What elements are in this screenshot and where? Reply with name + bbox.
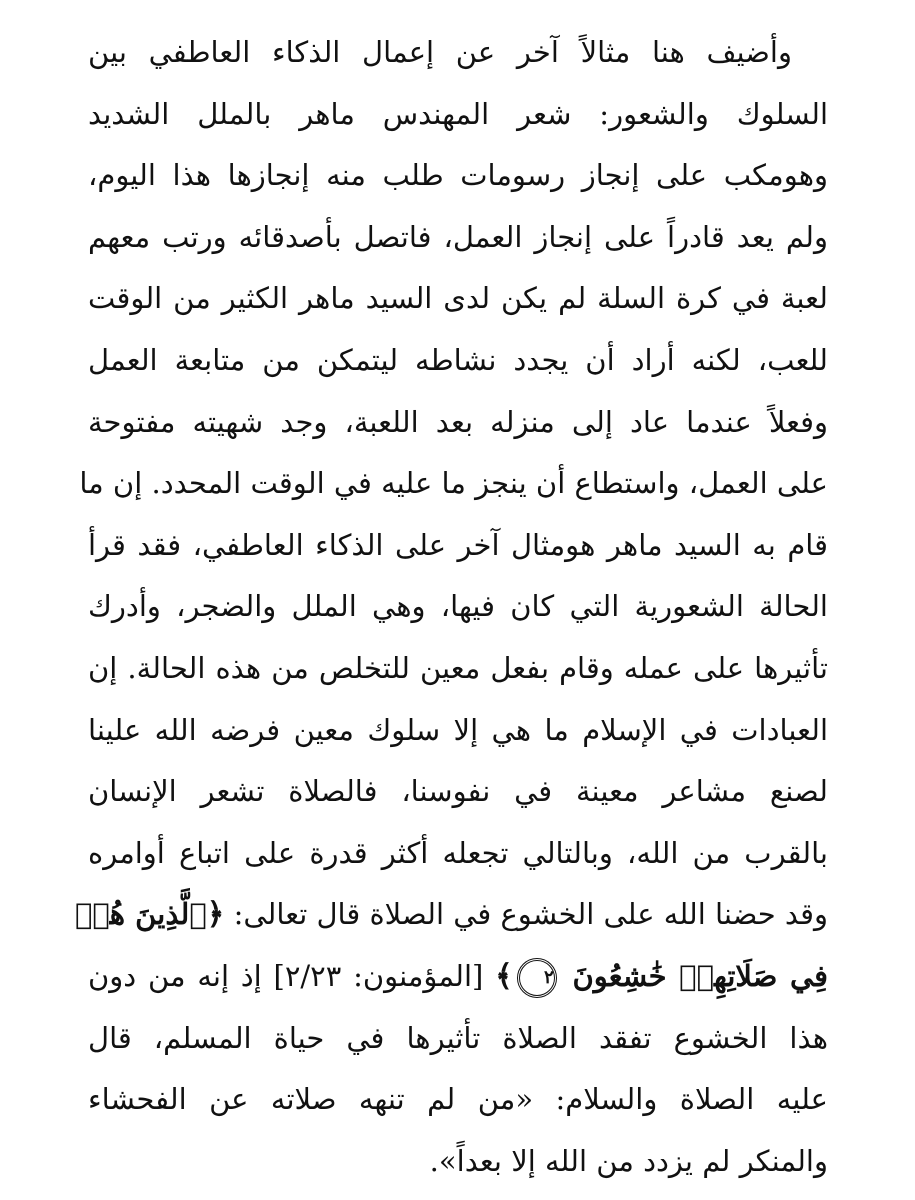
text-line: هذا الخشوع تفقد الصلاة تأثيرها في حياة المسلم، قال — [88, 1020, 828, 1055]
text-fragment: إذ إنه من دون — [88, 958, 262, 993]
quran-open-bracket: ﴿ — [206, 897, 225, 933]
ayah-number-icon: ٢ — [517, 958, 557, 998]
text-line: والمنكر لم يزدد من الله إلا بعداً». — [429, 1143, 828, 1178]
quran-verse-line — [88, 946, 828, 1008]
text-line: لصنع مشاعر معينة في نفوسنا، فالصلاة تشعر الإنسان — [88, 774, 828, 809]
quran-intro-line — [74, 884, 828, 946]
text-line: الحالة الشعورية التي كان فيها، وهي الملل والضجر، وأدرك — [88, 589, 828, 624]
text-line: تأثيرها على عمله وقام بفعل معين للتخلص من هذه الحالة. إن — [88, 650, 828, 685]
paragraph — [74, 22, 829, 1192]
text-line: بالقرب من الله، وبالتالي تجعله أكثر قدرة على اتباع أوامره — [88, 835, 828, 870]
text-line: على العمل، واستطاع أن ينجز ما عليه في الوقت المحدد. إن ما — [79, 466, 828, 501]
text-line: العبادات في الإسلام ما هي إلا سلوك معين فرضه الله علينا — [88, 712, 828, 747]
text-line: عليه الصلاة والسلام: «من لم تنهه صلاته عن الفحشاء — [88, 1082, 828, 1117]
text-line: ولم يعد قادراً على إنجاز العمل، فاتصل بأصدقائه ورتب معهم — [88, 219, 828, 254]
quran-verse-part1: ٱلَّذِينَ هُمۡ — [74, 897, 207, 932]
text-line: وهومكب على إنجاز رسومات طلب منه إنجازها هذا اليوم، — [88, 158, 828, 193]
text-line: قام به السيد ماهر هومثال آخر على الذكاء العاطفي، فقد قرأ — [88, 527, 828, 562]
quran-verse-part2: فِي صَلَاتِهِمۡ خَٰشِعُونَ — [572, 958, 829, 993]
text-line: وقد حضنا الله على الخشوع في الصلاة قال تعالى: — [233, 897, 828, 932]
text-line: وأضيف هنا مثالاً آخر عن إعمال الذكاء العاطفي بين — [88, 35, 792, 69]
quran-close-bracket: ﴾ — [495, 958, 513, 994]
verse-citation: [المؤمنون: ٢/٢٣] — [273, 958, 484, 993]
text-line: السلوك والشعور: شعر المهندس ماهر بالملل الشديد — [88, 96, 828, 131]
text-line: للعب، لكنه أراد أن يجدد نشاطه ليتمكن من متابعة العمل — [88, 342, 828, 377]
text-line: لعبة في كرة السلة لم يكن لدى السيد ماهر الكثير من الوقت — [88, 281, 828, 316]
text-line: وفعلاً عندما عاد إلى منزله بعد اللعبة، وجد شهيته مفتوحة — [88, 404, 828, 439]
